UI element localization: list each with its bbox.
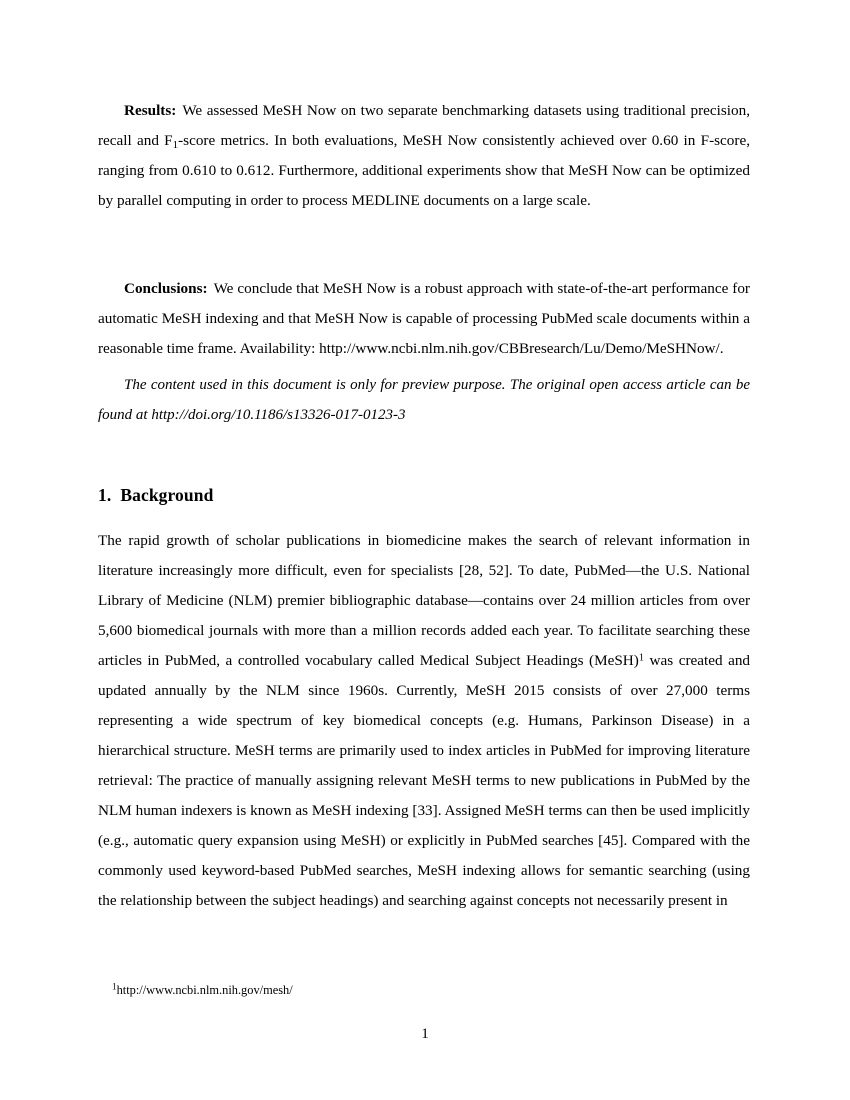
section-spacer	[98, 508, 750, 526]
availability-url-tail[interactable]: MeSHNow/.	[646, 340, 724, 357]
conclusions-label: Conclusions:	[124, 280, 208, 297]
f1-subscript: 1	[172, 139, 179, 152]
section-number: 1.	[98, 485, 112, 505]
page-number: 1	[421, 1026, 429, 1042]
background-body-paragraph	[98, 526, 750, 916]
section-spacer	[98, 430, 750, 482]
results-text-before-subscript: We assessed MeSH Now on two separate benchmarking datasets using traditional precision, recall and F	[98, 102, 750, 149]
footnote-entry	[112, 982, 752, 998]
results-label: Results:	[124, 102, 177, 119]
footnote-reference-marker[interactable]: 1	[638, 652, 644, 664]
abstract-results-paragraph	[98, 96, 750, 216]
availability-url[interactable]: http://www.ncbi.nlm.nih.gov/CBBresearch/Lu/Demo/	[319, 340, 647, 357]
footnote-url[interactable]: http://www.ncbi.nlm.nih.gov/mesh/	[116, 983, 293, 997]
section-heading-background	[98, 482, 750, 508]
section-title: Background	[120, 485, 214, 505]
footnote-marker: 1	[112, 981, 117, 992]
results-text-after-subscript: -score metrics. In both evaluations, MeSH Now consistently achieved over 0.60 in F-score, ranging from 0.610 to 0.612. Furthermore, additional experiments show that MeSH Now can be optimized by parallel computing in order to process MEDLINE documents on a large scale.	[98, 132, 750, 209]
page-content-column	[98, 96, 750, 916]
conclusions-text: We conclude that MeSH Now is a robust approach with state-of-the-art performance for automatic MeSH indexing and that MeSH Now is capable of processing PubMed scale documents within a reasonable time frame. Availability:	[98, 280, 750, 357]
background-text-part2: was created and updated annually by the NLM since 1960s. Currently, MeSH 2015 consists of over 27,000 terms representing a wide spectrum of key biomedical concepts (e.g. Humans, Parkinson Disease) in a hierarchical structure. MeSH terms are primarily used to index articles in PubMed for improving literature retrieval: The practice of manually assigning relevant MeSH terms to new publications in PubMed by the NLM human indexers is known as MeSH indexing [33]. Assigned MeSH terms can then be used implicitly (e.g., automatic query expansion using MeSH) or explicitly in PubMed searches [45]. Compared with the commonly used keyword-based PubMed searches, MeSH indexing allows for semantic searching (using the relationship between the subject headings) and searching against concepts not necessarily present in	[98, 652, 751, 909]
background-text-part1: The rapid growth of scholar publications in biomedicine makes the search of relevant information in literature increasingly more difficult, even for specialists [28, 52]. To date, PubMed—the U.S. National Library of Medicine (NLM) premier bibliographic database—contains over 24 million articles from over 5,600 biomedical journals with more than a million records added each year. To facilitate searching these articles in PubMed, a controlled vocabulary called Medical Subject Headings (MeSH)	[98, 532, 750, 669]
abstract-conclusions-paragraph	[98, 274, 750, 364]
preview-notice: The content used in this document is only for preview purpose. The original open access article can be found at http://doi.org/10.1186/s13326-017-0123-3	[98, 377, 750, 423]
section-spacer	[98, 216, 750, 274]
